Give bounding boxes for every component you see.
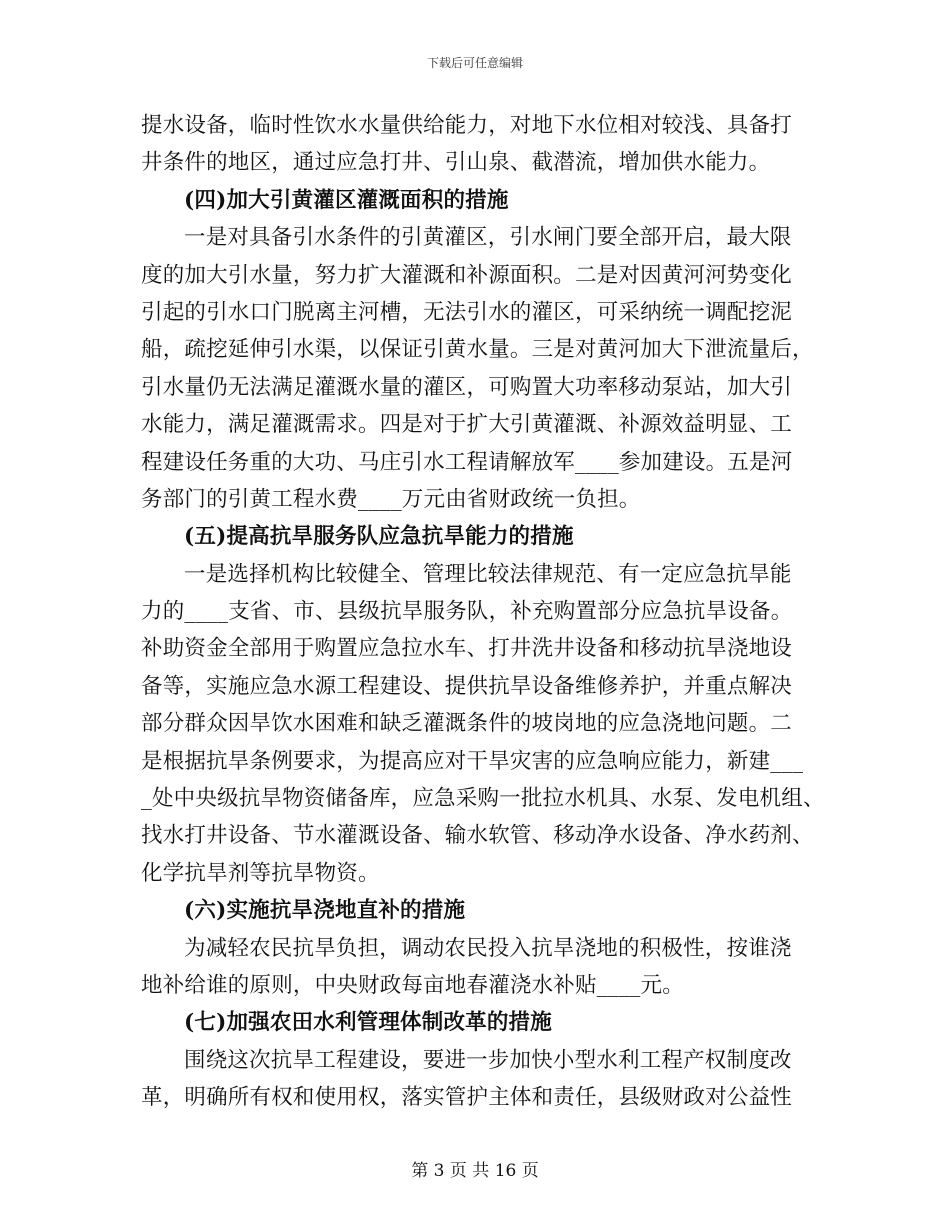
section-heading-6: (六)实施抗旱浇地直补的措施 xyxy=(184,898,466,924)
paragraph-line: 力的____支省、市、县级抗旱服务队，补充购置部分应急抗旱设备。 xyxy=(141,599,793,625)
page-header-note: 下载后可任意编辑 xyxy=(426,56,523,70)
paragraph-line: 补助资金全部用于购置应急拉水车、打井洗井设备和移动抗旱浇地设 xyxy=(141,636,793,662)
paragraph-line: 井条件的地区，通过应急打井、引山泉、截潜流，增加供水能力。 xyxy=(141,150,771,176)
document-body xyxy=(141,107,825,1117)
paragraph-line: 务部门的引黄工程水费____万元由省财政统一负担。 xyxy=(141,486,641,512)
paragraph-line: 一是选择机构比较健全、管理比较法律规范、有一定应急抗旱能 xyxy=(184,561,792,587)
paragraph-line: 找水打井设备、节水灌溉设备、输水软管、移动净水设备、净水药剂、 xyxy=(141,823,814,849)
paragraph-line: 引起的引水口门脱离主河槽，无法引水的灌区，可采纳统一调配挖泥 xyxy=(141,299,793,325)
paragraph-line: 水能力，满足灌溉需求。四是对于扩大引黄灌溉、补源效益明显、工 xyxy=(141,412,793,438)
page-number: 第 3 页 共 16 页 xyxy=(411,1161,539,1181)
paragraph-line: 围绕这次抗旱工程建设，要进一步加快小型水利工程产权制度改 xyxy=(184,1047,792,1073)
paragraph-line: 引水量仍无法满足灌溉水量的灌区，可购置大功率移动泵站，加大引 xyxy=(141,374,793,400)
paragraph-line: 一是对具备引水条件的引黄灌区，引水闸门要全部开启，最大限 xyxy=(184,225,792,251)
paragraph-line: 是根据抗旱条例要求，为提高应对干旱灾害的应急响应能力，新建___ xyxy=(141,748,804,774)
paragraph-line: 提水设备，临时性饮水水量供给能力，对地下水位相对较浅、具备打 xyxy=(141,113,793,138)
paragraph-line: 程建设任务重的大功、马庄引水工程请解放军____参加建设。五是河 xyxy=(141,449,793,475)
paragraph-line: 革，明确所有权和使用权，落实管护主体和责任，县级财政对公益性 xyxy=(141,1085,793,1111)
paragraph-line: 船，疏挖延伸引水渠，以保证引黄水量。三是对黄河加大下泄流量后， xyxy=(141,337,814,363)
section-heading-5: (五)提高抗旱服务队应急抗旱能力的措施 xyxy=(184,524,574,550)
section-heading-4: (四)加大引黄灌区灌溉面积的措施 xyxy=(184,187,509,213)
paragraph-line: 部分群众因旱饮水困难和缺乏灌溉条件的坡岗地的应急浇地问题。二 xyxy=(141,711,793,737)
paragraph-line: 备等，实施应急水源工程建设、提供抗旱设备维修养护，并重点解决 xyxy=(141,673,793,699)
paragraph-line: 化学抗旱剂等抗旱物资。 xyxy=(141,860,380,886)
paragraph-line: _处中央级抗旱物资储备库，应急采购一批拉水机具、水泵、发电机组、 xyxy=(141,786,825,812)
paragraph-line: 地补给谁的原则，中央财政每亩地春灌浇水补贴____元。 xyxy=(141,972,684,998)
section-heading-7: (七)加强农田水利管理体制改革的措施 xyxy=(184,1010,552,1036)
paragraph-line: 度的加大引水量，努力扩大灌溉和补源面积。二是对因黄河河势变化 xyxy=(141,262,793,288)
paragraph-line: 为减轻农民抗旱负担，调动农民投入抗旱浇地的积极性，按谁浇 xyxy=(184,935,792,961)
